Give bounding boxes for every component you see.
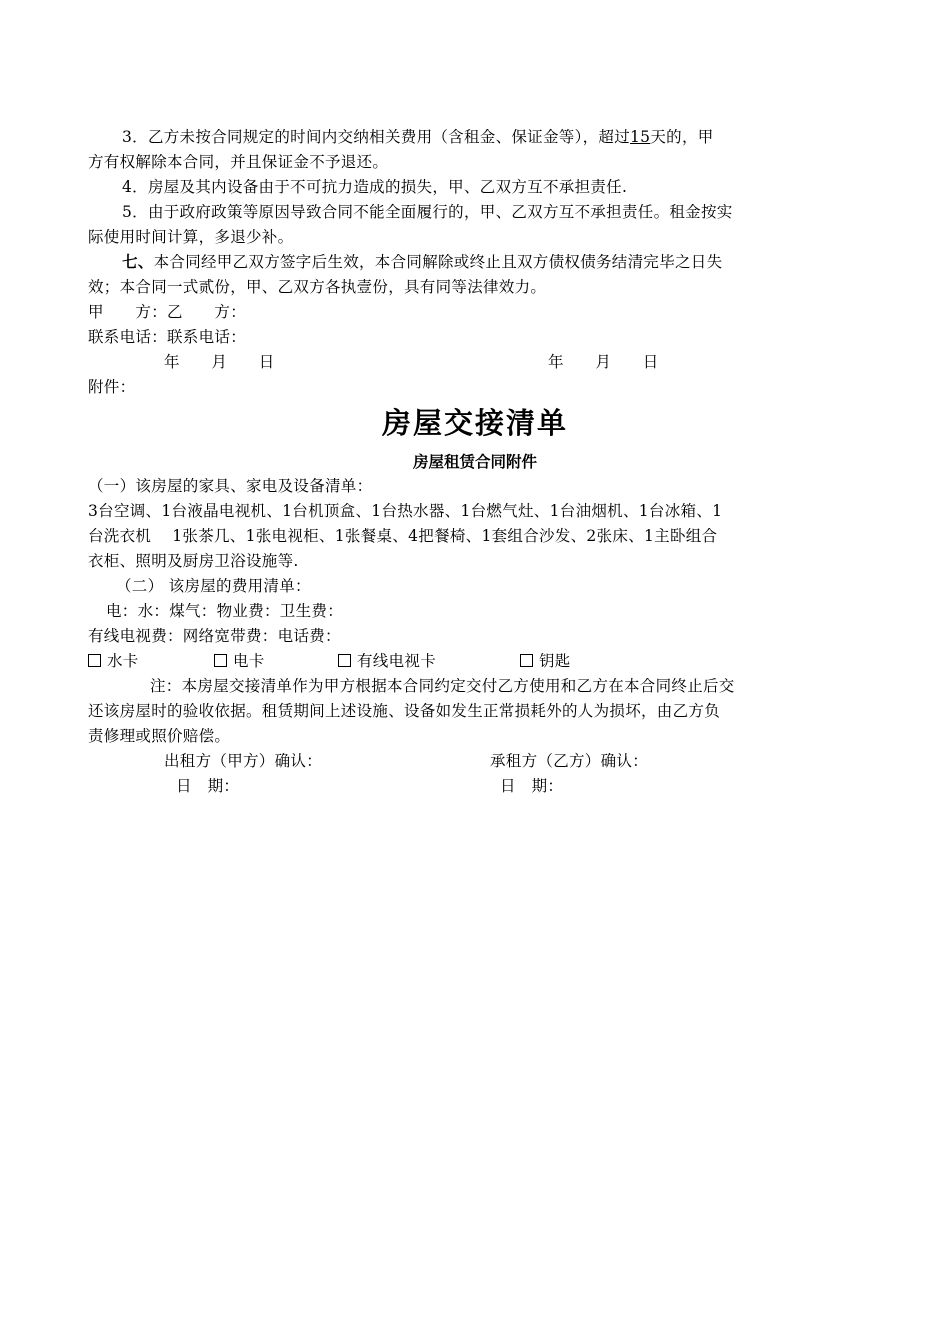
clause-3-text-end: 天的，甲 [650,128,714,146]
lessor-date: 日 期： [176,777,240,795]
note-line-1: 注：本房屋交接清单作为甲方根据本合同约定交付乙方使用和乙方在本合同终止后交 [150,677,735,695]
checkbox-water-card[interactable] [88,651,139,671]
checkbox-icon [338,654,351,667]
checkbox-icon [214,654,227,667]
clause-5-line-2: 际使用时间计算，多退少补。 [88,228,294,246]
checkbox-label: 钥匙 [539,652,571,670]
checkbox-electric-card[interactable] [214,651,265,671]
section-1-line-1: 3台空调、1台液晶电视机、1台机顶盒、1台热水器、1台燃气灶、1台油烟机、1台冰箱、1 [88,502,723,520]
clause-5-line-1: 5．由于政府政策等原因导致合同不能全面履行的，甲、乙双方互不承担责任。租金按实 [122,203,733,221]
phone-line: 联系电话：联系电话： [88,328,247,346]
note-line-2: 还该房屋时的验收依据。租赁期间上述设施、设备如发生正常损耗外的人为损坏，由乙方负 [88,702,721,720]
clause-7-number: 七、 [122,252,154,271]
clause-3-line-1 [122,127,714,147]
clause-4: 4．房屋及其内设备由于不可抗力造成的损失，甲、乙双方互不承担责任. [122,178,628,196]
checkbox-keys[interactable] [520,651,571,671]
section-1-heading: （一）该房屋的家具、家电及设备清单： [88,477,373,495]
party-line: 甲 方：乙 方： [88,303,247,321]
date-left: 年 月 日 [164,353,275,371]
checkbox-icon [88,654,101,667]
section-1-line-2: 台洗衣机 1张茶几、1张电视柜、1张餐桌、4把餐椅、1套组合沙发、2张床、1主卧组合 [88,527,718,545]
note-line-3: 责修理或照价赔偿。 [88,727,231,745]
lessor-confirm: 出租方（甲方）确认： [164,752,323,770]
checkbox-label: 电卡 [233,652,265,670]
checkbox-label: 有线电视卡 [357,652,437,670]
lessee-date: 日 期： [500,777,564,795]
attachment-label: 附件： [88,378,136,396]
handover-title: 房屋交接清单 [381,406,568,440]
fees-line-1: 电：水：煤气：物业费：卫生费： [106,602,344,620]
fees-line-2: 有线电视费：网络宽带费：电话费： [88,627,341,645]
clause-7-line-2: 效；本合同一式贰份，甲、乙双方各执壹份，具有同等法律效力。 [88,278,547,296]
checkbox-cable-tv-card[interactable] [338,651,436,671]
clause-7-text: 本合同经甲乙双方签字后生效，本合同解除或终止且双方债权债务结清完毕之日失 [153,253,723,271]
handover-subtitle: 房屋租赁合同附件 [412,452,537,471]
clause-3-days: 15 [630,128,651,146]
date-right: 年 月 日 [548,353,659,371]
clause-7-line-1 [122,252,722,272]
clause-3-line-2: 方有权解除本合同，并且保证金不予退还。 [88,153,389,171]
checkbox-icon [520,654,533,667]
lessee-confirm: 承租方（乙方）确认： [490,752,649,770]
section-1-line-3: 衣柜、照明及厨房卫浴设施等. [88,552,299,570]
section-2-heading: （二） 该房屋的费用清单： [116,577,311,595]
checkbox-label: 水卡 [107,652,139,670]
clause-3-text: 3．乙方未按合同规定的时间内交纳相关费用（含租金、保证金等），超过 [122,128,631,146]
